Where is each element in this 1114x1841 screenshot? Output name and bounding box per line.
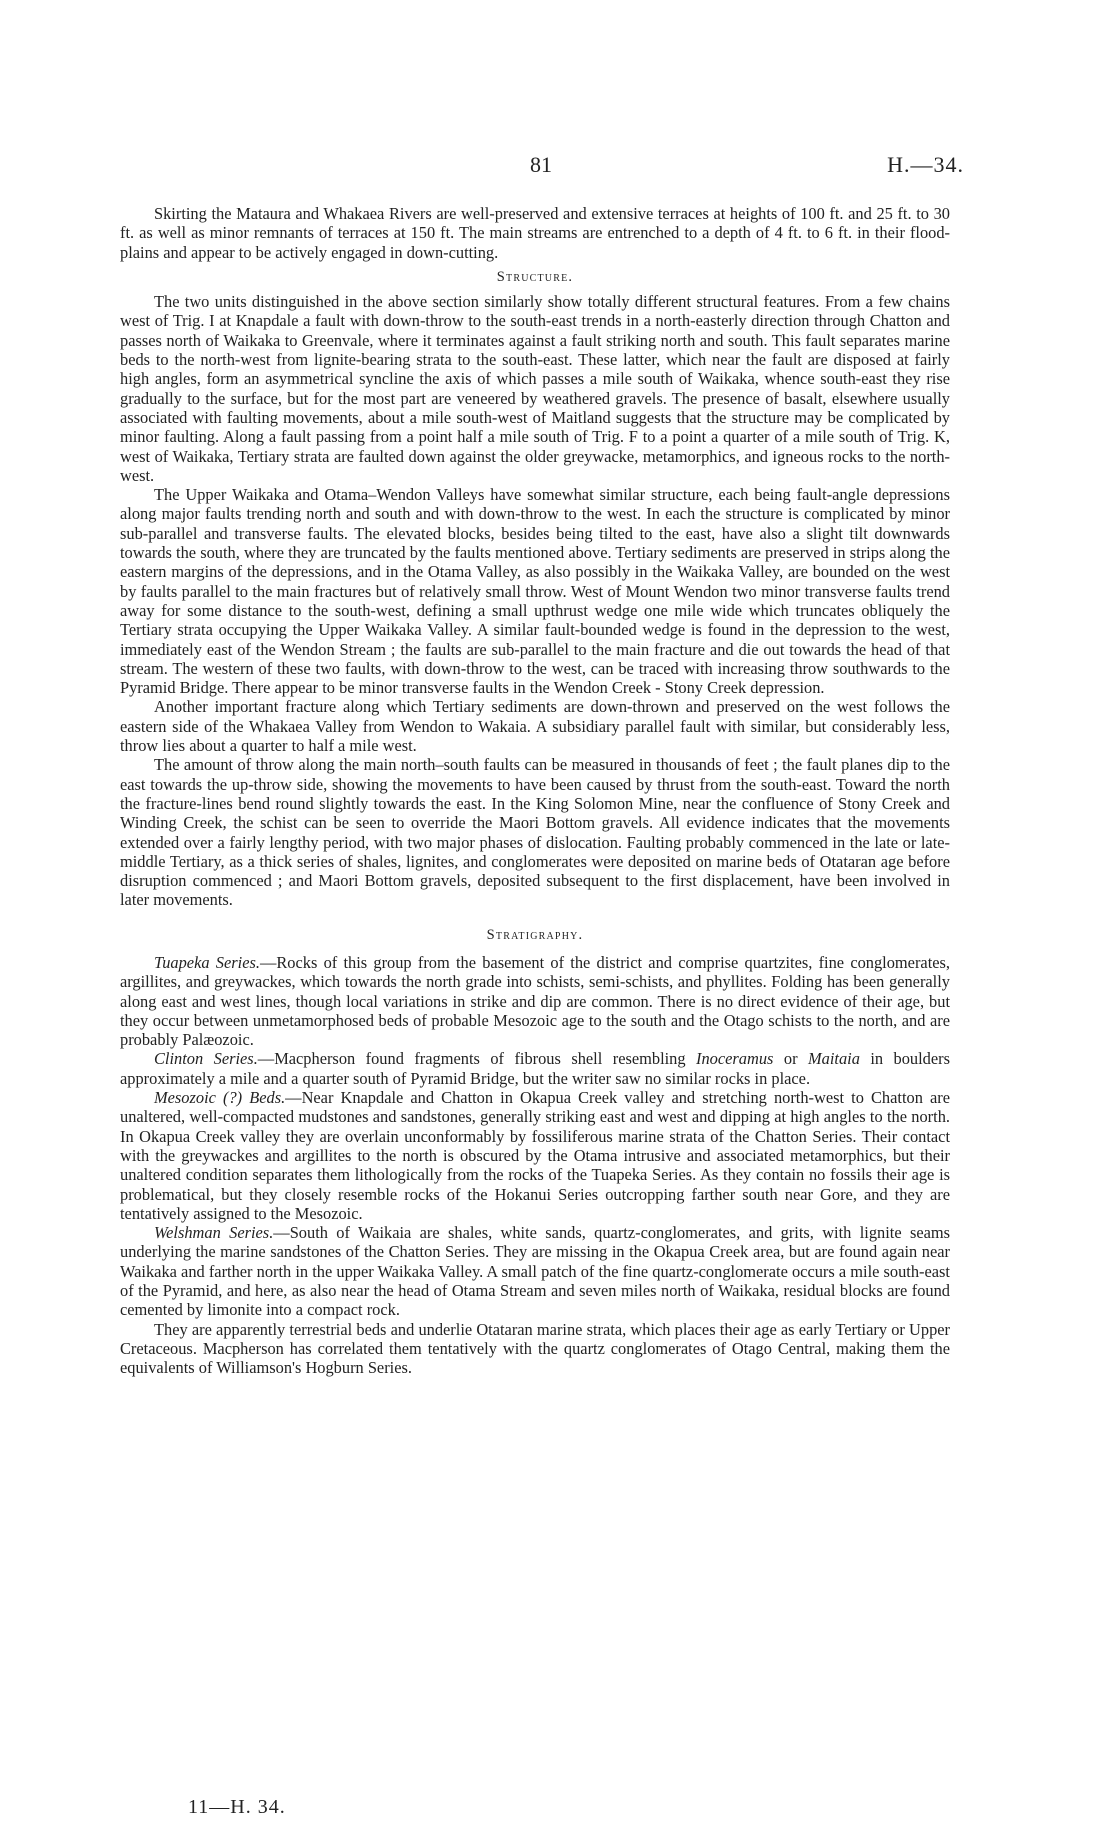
welshman-text: —South of Waikaia are shales, white sands, quartz-conglomerates, and grits, with lignite seams underlying the marine sandstones of the Chatton Series. They are missing in the Okapua Creek area, but are found again near Waikaka and farther north in the upper Waikaka Valley. A small patch of the fine quartz-conglomerate occurs a mile south-east of the Pyramid, and here, as also near the head of Otama Stream and seven miles north of Waikaka, residual blocks are found cemented by limonite into a compact rock. bbox=[120, 1223, 951, 1320]
mesozoic-paragraph bbox=[120, 1088, 950, 1223]
welshman-paragraph bbox=[120, 1223, 950, 1319]
mesozoic-beds-name: Mesozoic (?) Beds. bbox=[154, 1088, 286, 1108]
body-text bbox=[120, 204, 950, 1378]
genus-maitaia: Maitaia bbox=[807, 1049, 860, 1069]
tuapeka-paragraph bbox=[120, 953, 950, 1049]
page-number: 81 bbox=[530, 152, 552, 177]
section-heading-stratigraphy: Stratigraphy. bbox=[486, 926, 584, 943]
welshman-series-name: Welshman Series. bbox=[154, 1223, 274, 1243]
section-heading-structure: Structure. bbox=[496, 268, 574, 285]
page-header bbox=[0, 152, 1114, 182]
tuapeka-series-name: Tuapeka Series. bbox=[154, 952, 260, 972]
clinton-series-name: Clinton Series. bbox=[154, 1049, 258, 1069]
page-footer-signature: 11—H. 34. bbox=[188, 1796, 286, 1818]
document-reference: H.—34. bbox=[887, 152, 964, 177]
tuapeka-text: —Rocks of this group from the basement of the district and comprise quartzites, fine conglomerates, argillites, and greywackes, which towards the north grade into schists, semi-schists, and phyllites. Folding has been generally along east and west lines, though local variations in strike and dip are common. There is no direct evidence of their age, but they occur between unmetamorphosed beds of probable Mesozoic age to the south and the Otago schists to the north, and are probably Palæozoic. bbox=[120, 952, 950, 1050]
structure-paragraph-2: The Upper Waikaka and Otama–Wendon Valleys have somewhat similar structure, each being fault-angle depressions along major faults trending north and south and with down-throw to the west. In each the structure is complicated by minor sub-parallel and transverse faults. The elevated blocks, besides being tilted to the east, have also a slight tilt downwards towards the south, where they are truncated by the faults mentioned above. Tertiary sediments are preserved in strips along the eastern margins of the depressions, and in the Otama Valley, as also possibly in the Waikaka Valley, are bounded on the west by faults parallel to the main fractures but of relatively small throw. West of Mount Wendon two minor transverse faults trend away for some distance to the south-west, defining a small upthrust wedge one mile wide which truncates obliquely the Tertiary strata occupying the Upper Waikaka Valley. A similar fault-bounded wedge is found in the depression to the west, immediately east of the Wendon Stream ; the faults are sub-parallel to the main fracture and die out towards the head of that stream. The western of these two faults, with down-throw to the west, can be traced with increasing throw southwards to the Pyramid Bridge. There appear to be minor transverse faults in the Wendon Creek - Stony Creek depression. bbox=[120, 485, 950, 698]
mesozoic-text: —Near Knapdale and Chatton in Okapua Creek valley and stretching north-west to Chatton are unaltered, well-compacted mudstones and sandstones, generally striking east and west and dipping at high angles to the north. In Okapua Creek valley they are overlain unconformably by fossiliferous marine strata of the Chatton Series. Their contact with the greywackes and argillites to the north is obscured by the Otama intrusive and associated metamorphics, but their unaltered condition separates them lithologically from the rocks of the Tuapeka Series. As they contain no fossils their age is problematical, but they closely resemble rocks of the Hokanui Series outcropping farther south near Gore, and they are tentatively assigned to the Mesozoic. bbox=[120, 1088, 950, 1223]
structure-paragraph-1: The two units distinguished in the above section similarly show totally different structural features. From a few chains west of Trig. I at Knapdale a fault with down-throw to the south-east trends in a north-easterly direction through Chatton and passes north of Waikaka to Greenvale, where it terminates against a fault striking north and south. This fault separates marine beds to the north-west from lignite-bearing strata to the south-east. These latter, which near the fault are disposed at fairly high angles, form an asymmetrical syncline the axis of which passes a mile south of Waikaka, whence south-east they rise gradually to the surface, but for the most part are veneered by weathered gravels. The presence of basalt, elsewhere usually associated with faulting movements, about a mile south-west of Maitland suggests that the structure may be complicated by minor faulting. Along a fault passing from a point half a mile south of Trig. F to a point a quarter of a mile south of Trig. K, west of Waikaka, Tertiary strata are faulted down against the older greywacke, metamorphics, and igneous rocks to the north-west. bbox=[120, 292, 950, 485]
welshman-paragraph-2: They are apparently terrestrial beds and underlie Otataran marine strata, which places their age as early Tertiary or Upper Cretaceous. Macpherson has correlated them tentatively with the quartz conglomerates of Otago Central, making them the equivalents of Williamson's Hogburn Series. bbox=[120, 1319, 950, 1378]
clinton-text-c: in boulders approximately a mile and a quarter south of Pyramid Bridge, but the writer saw no similar rocks in place. bbox=[120, 1049, 950, 1088]
intro-paragraph: Skirting the Mataura and Whakaea Rivers are well-preserved and extensive terraces at heights of 100 ft. and 25 ft. to 30 ft. as well as minor remnants of terraces at 150 ft. The main streams are entrenched to a depth of 4 ft. to 6 ft. in their flood-plains and appear to be actively engaged in down-cutting. bbox=[120, 204, 950, 262]
genus-inoceramus: Inoceramus bbox=[696, 1049, 774, 1069]
clinton-text-a: —Macpherson found fragments of fibrous shell resembling bbox=[257, 1049, 697, 1069]
structure-paragraph-4: The amount of throw along the main north–south faults can be measured in thousands of feet ; the fault planes dip to the east towards the up-throw side, showing the movements to have been caused by thrust from the south-east. Toward the north the fracture-lines bend round slightly towards the east. In the King Solomon Mine, near the confluence of Stony Creek and Winding Creek, the schist can be seen to override the Maori Bottom gravels. All evidence indicates that the movements extended over a fairly lengthy period, with two major phases of dislocation. Faulting probably commenced in the late or late-middle Tertiary, as a thick series of shales, lignites, and conglomerates were deposited on marine beds of Otataran age before disruption commenced ; and Maori Bottom gravels, deposited subsequent to the first displacement, have been involved in later movements. bbox=[120, 755, 950, 910]
clinton-text-b: or bbox=[773, 1049, 808, 1069]
structure-paragraph-3: Another important fracture along which Tertiary sediments are down-thrown and preserved on the west follows the eastern side of the Whakaea Valley from Wendon to Wakaia. A subsidiary parallel fault with similar, but considerably less, throw lies about a quarter to half a mile west. bbox=[120, 697, 950, 756]
clinton-paragraph bbox=[120, 1049, 950, 1088]
